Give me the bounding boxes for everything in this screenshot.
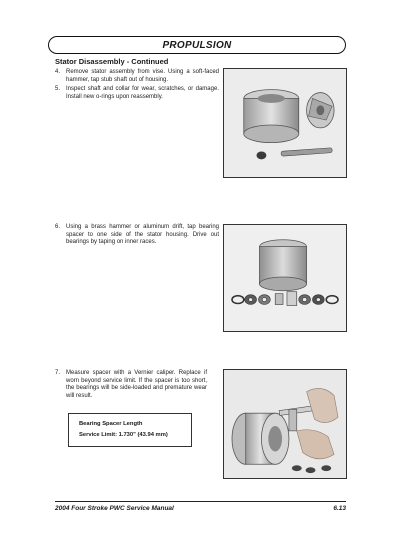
page-title: PROPULSION: [162, 39, 232, 51]
step-text: Measure spacer with a Vernier caliper. Replace if worn beyond service limit. If the spacer is too short, the bearings will be side-loaded and premature wear will result.: [66, 370, 207, 399]
footer-page-number: 6.13: [333, 505, 346, 512]
step-number: 5.: [55, 86, 61, 92]
footer-manual-title: 2004 Four Stroke PWC Service Manual: [55, 505, 174, 512]
step-5: [55, 86, 219, 101]
step-number: 7.: [55, 370, 61, 376]
step-number: 6.: [55, 224, 61, 230]
step-number: 4.: [55, 69, 61, 75]
header-bar: [48, 36, 346, 54]
stator-assembly-illustration: [224, 69, 346, 177]
caliper-illustration: [224, 370, 346, 478]
step-4: [55, 69, 219, 84]
bearings-illustration: [224, 225, 346, 331]
step-6: [55, 224, 219, 247]
section-title: Stator Disassembly - Continued: [55, 57, 169, 66]
step-text: Inspect shaft and collar for wear, scratches, or damage. Install new o-rings upon reassembly.: [66, 86, 219, 100]
photo-caliper-measurement: [223, 369, 347, 479]
spec-service-limit: Service Limit: 1.730" (43.94 mm): [79, 432, 168, 438]
footer-divider: [55, 501, 346, 502]
photo-stator-assembly: [223, 68, 347, 178]
spec-title: Bearing Spacer Length: [79, 421, 143, 427]
step-text: Using a brass hammer or aluminum drift, tap bearing spacer to one side of the stator housing. Drive out bearings by taping on inner races.: [66, 224, 219, 246]
step-7: [55, 370, 207, 400]
spec-box: [68, 413, 192, 447]
photo-bearings-spacer: [223, 224, 347, 332]
step-text: Remove stator assembly from vise. Using a soft-faced hammer, tap stub shaft out of housing.: [66, 69, 219, 83]
